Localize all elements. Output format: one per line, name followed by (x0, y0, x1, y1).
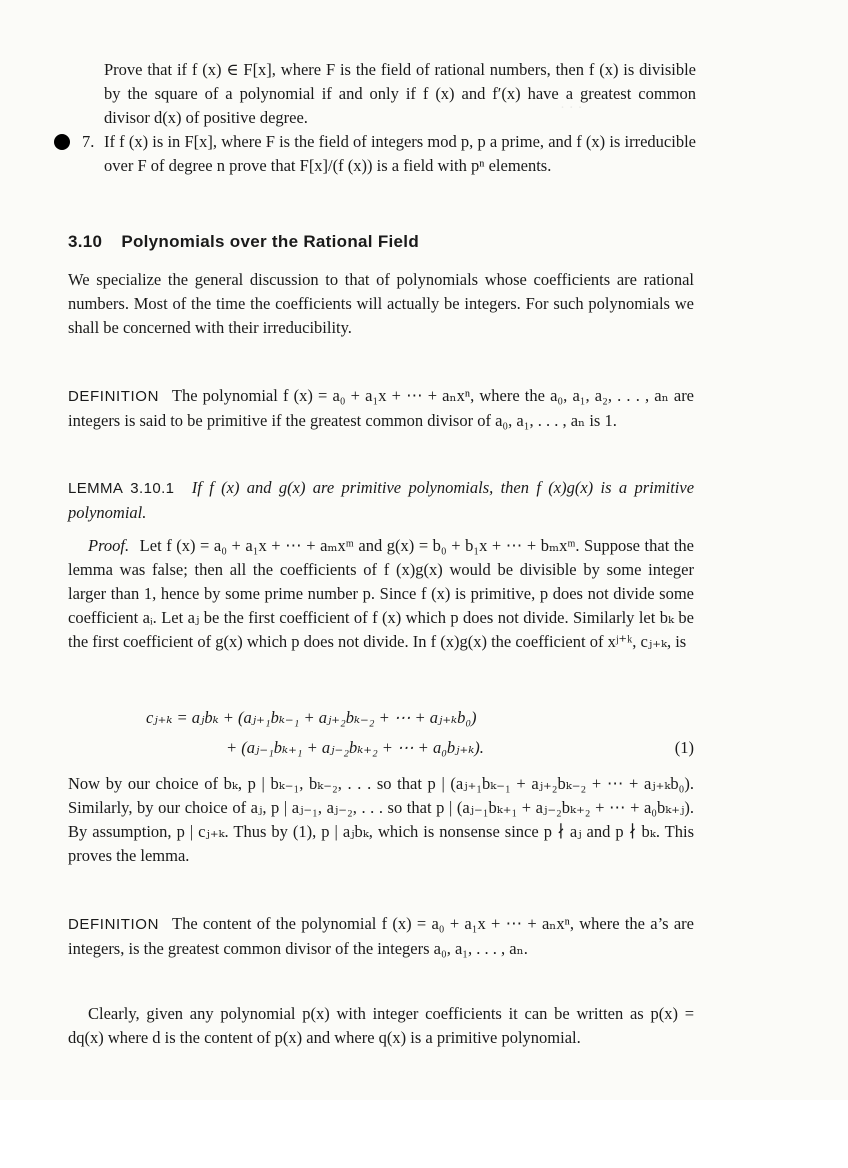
equation-line-1: cⱼ₊ₖ = aⱼbₖ + (aⱼ₊₁bₖ₋₁ + aⱼ₊₂bₖ₋₂ + ⋯ + aⱼ₊ₖb₀) (146, 708, 477, 727)
exercise-list (82, 58, 696, 178)
equation-line-2: + (aⱼ₋₁bₖ₊₁ + aⱼ₋₂bₖ₊₂ + ⋯ + a₀bⱼ₊ₖ). (226, 738, 484, 757)
lemma-block (68, 476, 694, 525)
definition-label: DEFINITION (68, 388, 159, 405)
lemma-statement: If f (x) and g(x) are primitive polynomials, then f (x)g(x) is a primitive polynomial. (68, 478, 695, 522)
closing-paragraph (68, 1002, 694, 1050)
bleed-through: · · · (560, 100, 583, 116)
section-title: Polynomials over the Rational Field (121, 232, 420, 251)
definition-text: The content of the polynomial f (x) = a₀ + a₁x + ⋯ + aₙxⁿ, where the a’s are integers, is the greatest common divisor of the integers a₀, a₁, . . . , aₙ. (68, 914, 695, 958)
closing-text: Clearly, given any polynomial p(x) with integer coefficients it can be written as p(x) = dq(x) where d is the content of p(x) and where q(x) is a primitive polynomial. (68, 1004, 694, 1047)
exercise-text: Prove that if f (x) ∈ F[x], where F is the field of rational numbers, then f (x) is divisible by the square of a polynomial if and only if f (x) and f′(x) have a greatest common divisor d(x) of positive degree. (104, 60, 696, 127)
proof-paragraph-1: Let f (x) = a₀ + a₁x + ⋯ + aₘxᵐ and g(x) = b₀ + b₁x + ⋯ + bₘxᵐ. Suppose that the lemma was false; then all the coefficients of f (x)g(x) would be divisible by some integer larger than 1, hence by some prime number p. Since f (x) is primitive, p does not divide some coefficient aᵢ. Let aⱼ be the first coefficient of f (x) which p does not divide. Similarly let bₖ be the first coefficient of g(x) which p does not divide. In f (x)g(x) the coefficient of xʲ⁺ᵏ, cⱼ₊ₖ, is (68, 536, 694, 651)
proof-block (68, 534, 694, 654)
definition-text: The polynomial f (x) = a₀ + a₁x + ⋯ + aₙxⁿ, where the a₀, a₁, a₂, . . . , aₙ are integers is said to be primitive if the greatest common divisor of a₀, a₁, . . . , aₙ is 1. (68, 386, 695, 430)
definition-content (68, 912, 694, 961)
exercise-item (82, 130, 696, 178)
proof-continuation (68, 772, 694, 868)
equation-number: (1) (674, 738, 694, 757)
exercise-item (82, 58, 696, 130)
proof-paragraph-2: Now by our choice of bₖ, p | bₖ₋₁, bₖ₋₂, . . . so that p | (aⱼ₊₁bₖ₋₁ + aⱼ₊₂bₖ₋₂ + ⋯ + aⱼ₊ₖb₀). Similarly, by our choice of aⱼ, p | aⱼ₋₁, aⱼ₋₂, . . . so that p | (aⱼ₋₁bₖ₊₁ + aⱼ₋₂bₖ₊₂ + ⋯ + a₀bₖ₊ⱼ). By assumption, p | cⱼ₊ₖ. Thus by (1), p | aⱼbₖ, which is nonsense since p ∤ aⱼ and p ∤ bₖ. This proves the lemma. (68, 774, 694, 865)
proof-label: Proof. (88, 536, 130, 555)
definition-label: DEFINITION (68, 916, 159, 933)
exercise-text: If f (x) is in F[x], where F is the field of integers mod p, p a prime, and f (x) is irreducible over F of degree n prove that F[x]/(f (x)) is a field with pⁿ elements. (104, 132, 696, 175)
intro-text: We specialize the general discussion to that of polynomials whose coefficients are rational numbers. Most of the time the coefficients will actually be integers. For such polynomials we shall be concerned with their irreducibility. (68, 270, 694, 337)
bullet-marker-icon (54, 134, 70, 150)
intro-paragraph (68, 268, 694, 340)
lemma-label: LEMMA 3.10.1 (68, 480, 175, 497)
section-number: 3.10 (68, 232, 103, 251)
section-heading (68, 232, 419, 252)
exercise-number: 7. (82, 132, 95, 151)
definition-primitive (68, 384, 694, 433)
